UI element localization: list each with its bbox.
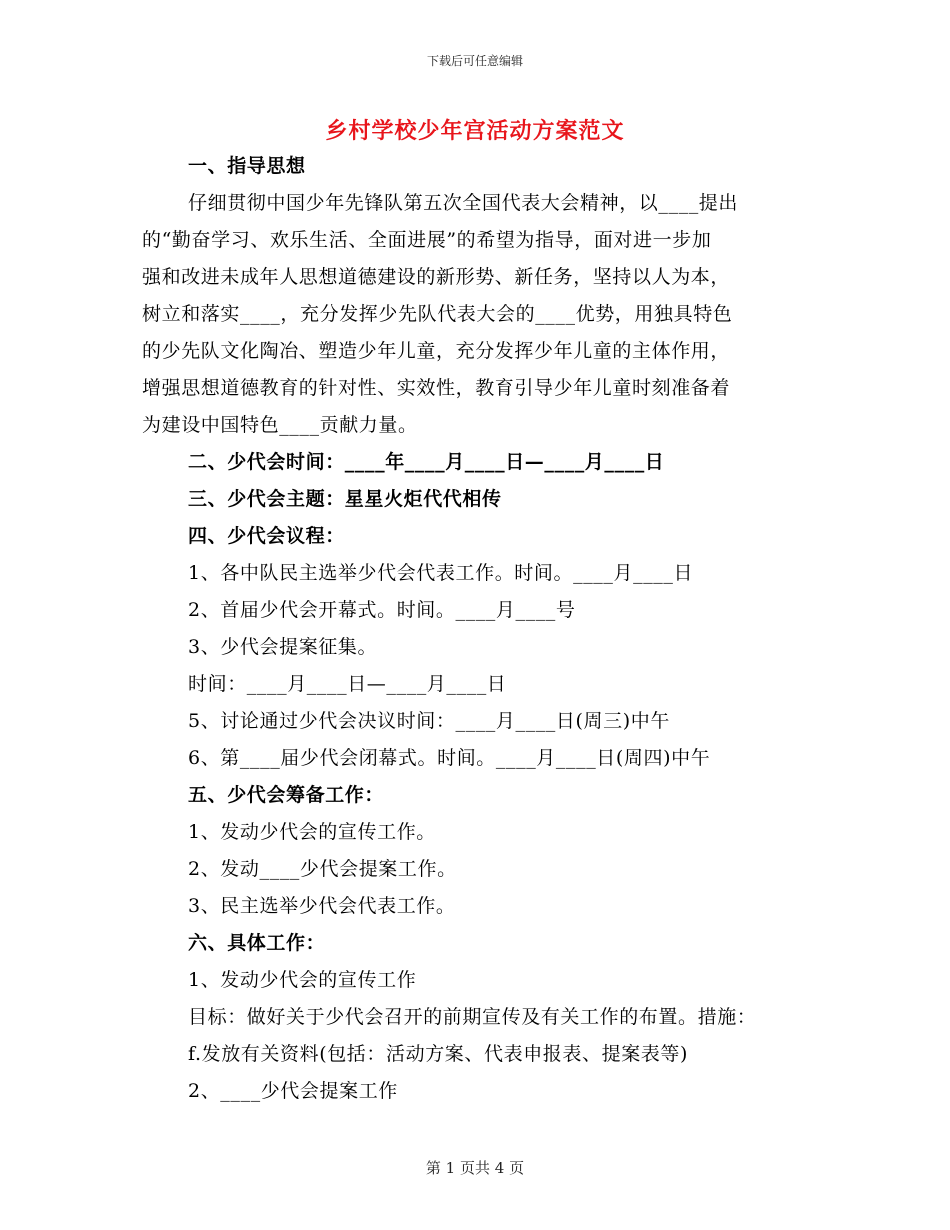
preparation-item: 3、民主选举少代会代表工作。 bbox=[188, 895, 456, 917]
work-item: 目标：做好关于少代会召开的前期宣传及有关工作的布置。措施： bbox=[188, 1006, 757, 1028]
agenda-item: 2、首届少代会开幕式。时间。____月____号 bbox=[188, 599, 576, 621]
agenda-item: 时间：____月____日—____月____日 bbox=[188, 673, 507, 695]
paragraph-line: 为建设中国特色____贡献力量。 bbox=[142, 414, 418, 436]
preparation-item: 2、发动____少代会提案工作。 bbox=[188, 858, 457, 880]
paragraph-line: 增强思想道德教育的针对性、实效性，教育引导少年儿童时刻准备着 bbox=[142, 377, 731, 399]
section-heading-theme: 三、少代会主题：星星火炬代代相传 bbox=[188, 488, 502, 510]
agenda-item: 6、第____届少代会闭幕式。时间。____月____日(周四)中午 bbox=[188, 747, 711, 769]
work-item: 1、发动少代会的宣传工作 bbox=[188, 969, 417, 991]
paragraph-line: 强和改进未成年人思想道德建设的新形势、新任务，坚持以人为本， bbox=[142, 266, 731, 288]
preparation-item: 1、发动少代会的宣传工作。 bbox=[188, 821, 436, 843]
section-heading-agenda: 四、少代会议程： bbox=[188, 525, 345, 547]
agenda-item: 5、讨论通过少代会决议时间：____月____日(周三)中午 bbox=[188, 710, 670, 732]
document-title: 乡村学校少年宫活动方案范文 bbox=[325, 118, 625, 144]
agenda-item: 1、各中队民主选举少代会代表工作。时间。____月____日 bbox=[188, 562, 694, 584]
agenda-item: 3、少代会提案征集。 bbox=[188, 636, 378, 658]
work-item: f.发放有关资料(包括：活动方案、代表申报表、提案表等) bbox=[188, 1043, 689, 1065]
paragraph-line: 的“勤奋学习、欢乐生活、全面进展”的希望为指导，面对进一步加 bbox=[142, 229, 712, 251]
work-item: 2、____少代会提案工作 bbox=[188, 1080, 398, 1102]
paragraph-line: 树立和落实____，充分发挥少先队代表大会的____优势，用独具特色 bbox=[142, 303, 733, 325]
page-footer: 第 1 页共 4 页 bbox=[425, 1159, 525, 1177]
paragraph-line: 仔细贯彻中国少年先锋队第五次全国代表大会精神，以____提出 bbox=[188, 192, 739, 214]
section-heading-preparation: 五、少代会筹备工作： bbox=[188, 784, 385, 806]
paragraph-line: 的少先队文化陶冶、塑造少年儿童，充分发挥少年儿童的主体作用， bbox=[142, 340, 731, 362]
document-body bbox=[142, 148, 808, 1110]
header-note: 下载后可任意编辑 bbox=[426, 54, 523, 68]
section-heading-guiding-ideology: 一、指导思想 bbox=[188, 155, 306, 177]
section-heading-time: 二、少代会时间：____年____月____日—____月____日 bbox=[188, 451, 665, 473]
section-heading-specific-work: 六、具体工作： bbox=[188, 932, 326, 954]
